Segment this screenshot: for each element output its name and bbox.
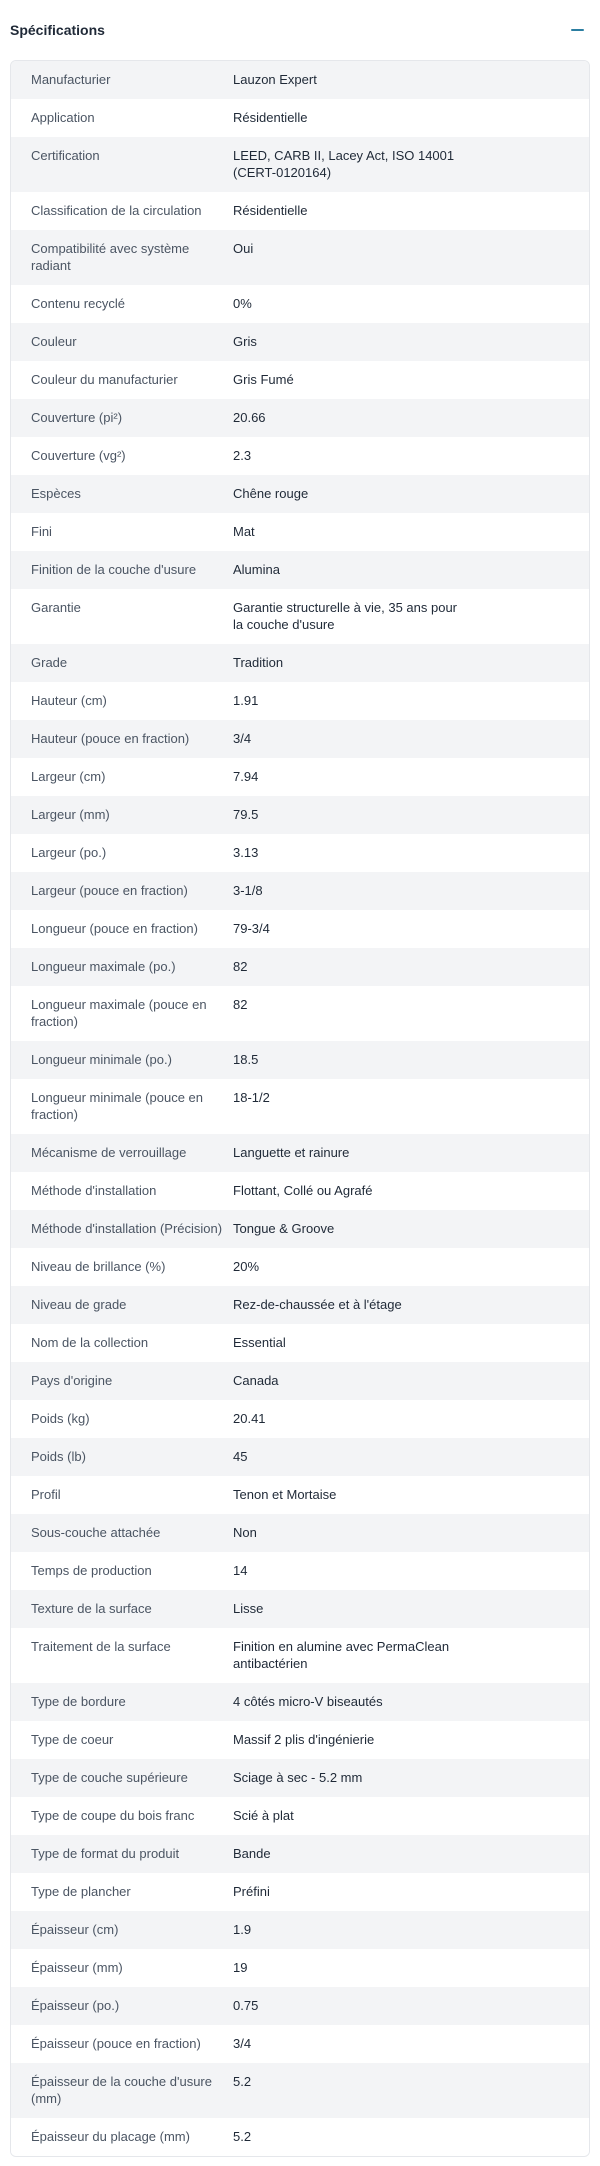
spec-value: 14 xyxy=(233,1563,248,1578)
spec-value: 19 xyxy=(233,1960,248,1975)
table-row xyxy=(11,1759,589,1797)
spec-label: Épaisseur (mm) xyxy=(31,1960,123,1975)
spec-value: 45 xyxy=(233,1449,248,1464)
spec-label: Largeur (cm) xyxy=(31,769,106,784)
table-row xyxy=(11,137,589,192)
spec-label: Poids (lb) xyxy=(31,1449,86,1464)
spec-label: Niveau de brillance (%) xyxy=(31,1259,166,1274)
collapse-button[interactable] xyxy=(564,17,590,43)
spec-label: Méthode d'installation xyxy=(31,1183,157,1198)
spec-value: Garantie structurelle à vie, 35 ans pour la couche d'usure xyxy=(233,600,458,632)
table-row xyxy=(11,513,589,551)
table-row xyxy=(11,1552,589,1590)
spec-value: 20.66 xyxy=(233,410,266,425)
table-row xyxy=(11,1987,589,2025)
spec-value: Canada xyxy=(233,1373,279,1388)
spec-label: Sous-couche attachée xyxy=(31,1525,161,1540)
spec-value: 79.5 xyxy=(233,807,259,822)
spec-label: Méthode d'installation (Précision) xyxy=(31,1221,223,1236)
spec-label: Longueur minimale (pouce en fraction) xyxy=(31,1090,203,1122)
table-row xyxy=(11,1628,589,1683)
spec-value: 0.75 xyxy=(233,1998,259,2013)
spec-value: 4 côtés micro-V biseautés xyxy=(233,1694,383,1709)
spec-value: 82 xyxy=(233,959,248,974)
spec-label: Application xyxy=(31,110,95,125)
spec-label: Certification xyxy=(31,148,100,163)
table-row xyxy=(11,682,589,720)
table-row xyxy=(11,796,589,834)
spec-value: Préfini xyxy=(233,1884,270,1899)
table-row xyxy=(11,192,589,230)
table-row xyxy=(11,720,589,758)
spec-label: Mécanisme de verrouillage xyxy=(31,1145,187,1160)
spec-value: Résidentielle xyxy=(233,203,308,218)
table-row xyxy=(11,61,589,99)
table-row xyxy=(11,551,589,589)
spec-label: Espèces xyxy=(31,486,81,501)
spec-label: Largeur (mm) xyxy=(31,807,110,822)
spec-label: Poids (kg) xyxy=(31,1411,90,1426)
table-row xyxy=(11,1172,589,1210)
table-row xyxy=(11,361,589,399)
spec-label: Couleur xyxy=(31,334,77,349)
table-row xyxy=(11,1721,589,1759)
spec-label: Type de plancher xyxy=(31,1884,131,1899)
table-row xyxy=(11,910,589,948)
table-row xyxy=(11,1873,589,1911)
spec-value: Sciage à sec - 5.2 mm xyxy=(233,1770,363,1785)
spec-value: Chêne rouge xyxy=(233,486,309,501)
table-row xyxy=(11,1797,589,1835)
spec-label: Finition de la couche d'usure xyxy=(31,562,197,577)
table-row xyxy=(11,475,589,513)
spec-value: 3.13 xyxy=(233,845,259,860)
table-row xyxy=(11,1911,589,1949)
table-row xyxy=(11,1248,589,1286)
spec-label: Épaisseur de la couche d'usure (mm) xyxy=(31,2074,212,2106)
spec-label: Couleur du manufacturier xyxy=(31,372,178,387)
table-row xyxy=(11,834,589,872)
spec-value: Rez-de-chaussée et à l'étage xyxy=(233,1297,402,1312)
spec-label: Couverture (pi²) xyxy=(31,410,123,425)
table-row xyxy=(11,399,589,437)
table-row xyxy=(11,948,589,986)
table-row xyxy=(11,986,589,1041)
table-row xyxy=(11,1683,589,1721)
spec-value: Oui xyxy=(233,241,254,256)
spec-value: 20% xyxy=(233,1259,260,1274)
spec-value: Tongue & Groove xyxy=(233,1221,335,1236)
spec-label: Garantie xyxy=(31,600,81,615)
spec-label: Compatibilité avec système radiant xyxy=(31,241,190,273)
spec-label: Type de format du produit xyxy=(31,1846,180,1861)
spec-value: Alumina xyxy=(233,562,280,577)
table-row xyxy=(11,872,589,910)
spec-value: Scié à plat xyxy=(233,1808,294,1823)
spec-value: 7.94 xyxy=(233,769,259,784)
spec-label: Largeur (po.) xyxy=(31,845,107,860)
spec-value: Tenon et Mortaise xyxy=(233,1487,337,1502)
spec-value: 18-1/2 xyxy=(233,1090,270,1105)
spec-label: Épaisseur (po.) xyxy=(31,1998,120,2013)
spec-label: Classification de la circulation xyxy=(31,203,202,218)
table-row xyxy=(11,323,589,361)
table-row xyxy=(11,589,589,644)
spec-label: Épaisseur du placage (mm) xyxy=(31,2129,190,2144)
spec-label: Niveau de grade xyxy=(31,1297,127,1312)
spec-label: Pays d'origine xyxy=(31,1373,113,1388)
spec-label: Type de coupe du bois franc xyxy=(31,1808,195,1823)
spec-label: Couverture (vg²) xyxy=(31,448,126,463)
spec-label: Type de couche supérieure xyxy=(31,1770,188,1785)
spec-label: Contenu recyclé xyxy=(31,296,125,311)
table-row xyxy=(11,1286,589,1324)
spec-value: Non xyxy=(233,1525,257,1540)
specifications-header[interactable] xyxy=(0,0,600,60)
table-row xyxy=(11,1079,589,1134)
spec-value: 79-3/4 xyxy=(233,921,270,936)
table-row xyxy=(11,2025,589,2063)
spec-value: 20.41 xyxy=(233,1411,266,1426)
spec-value: Essential xyxy=(233,1335,286,1350)
spec-value: 2.3 xyxy=(233,448,252,463)
spec-value: 3/4 xyxy=(233,731,252,746)
spec-value: LEED, CARB II, Lacey Act, ISO 14001 (CERT-0120164) xyxy=(233,148,455,180)
spec-label: Longueur minimale (po.) xyxy=(31,1052,172,1067)
table-row xyxy=(11,437,589,475)
table-row xyxy=(11,1134,589,1172)
spec-value: Mat xyxy=(233,524,255,539)
spec-value: 82 xyxy=(233,997,248,1012)
table-row xyxy=(11,1324,589,1362)
spec-label: Épaisseur (pouce en fraction) xyxy=(31,2036,201,2051)
spec-value: 3/4 xyxy=(233,2036,252,2051)
table-row xyxy=(11,1210,589,1248)
table-row xyxy=(11,1400,589,1438)
table-row xyxy=(11,758,589,796)
table-row xyxy=(11,2063,589,2118)
spec-value: Finition en alumine avec PermaClean antibactérien xyxy=(233,1639,450,1671)
spec-label: Texture de la surface xyxy=(31,1601,152,1616)
spec-value: Bande xyxy=(233,1846,271,1861)
spec-label: Manufacturier xyxy=(31,72,111,87)
spec-value: Flottant, Collé ou Agrafé xyxy=(233,1183,373,1198)
table-row xyxy=(11,285,589,323)
spec-value: Gris xyxy=(233,334,257,349)
table-row xyxy=(11,1362,589,1400)
spec-label: Temps de production xyxy=(31,1563,152,1578)
spec-value: Massif 2 plis d'ingénierie xyxy=(233,1732,375,1747)
spec-value: 5.2 xyxy=(233,2129,252,2144)
spec-label: Hauteur (pouce en fraction) xyxy=(31,731,190,746)
spec-label: Fini xyxy=(31,524,52,539)
table-row xyxy=(11,2118,589,2156)
table-row xyxy=(11,1438,589,1476)
table-row xyxy=(11,230,589,285)
table-row xyxy=(11,1949,589,1987)
spec-value: 1.91 xyxy=(233,693,259,708)
spec-value: 3-1/8 xyxy=(233,883,263,898)
specifications-table xyxy=(10,60,590,2157)
table-row xyxy=(11,1476,589,1514)
table-row xyxy=(11,1590,589,1628)
table-row xyxy=(11,1835,589,1873)
spec-value: Lauzon Expert xyxy=(233,72,317,87)
spec-label: Longueur maximale (po.) xyxy=(31,959,176,974)
table-row xyxy=(11,99,589,137)
table-row xyxy=(11,644,589,682)
spec-label: Largeur (pouce en fraction) xyxy=(31,883,188,898)
spec-value: Gris Fumé xyxy=(233,372,294,387)
spec-label: Type de coeur xyxy=(31,1732,114,1747)
spec-value: Languette et rainure xyxy=(233,1145,350,1160)
section-title: Spécifications xyxy=(10,22,105,38)
spec-label: Type de bordure xyxy=(31,1694,126,1709)
spec-value: 18.5 xyxy=(233,1052,259,1067)
spec-label: Profil xyxy=(31,1487,61,1502)
spec-label: Grade xyxy=(31,655,68,670)
table-row xyxy=(11,1041,589,1079)
spec-label: Longueur maximale (pouce en fraction) xyxy=(31,997,207,1029)
spec-value: Tradition xyxy=(233,655,284,670)
spec-label: Hauteur (cm) xyxy=(31,693,107,708)
spec-label: Longueur (pouce en fraction) xyxy=(31,921,198,936)
spec-value: 0% xyxy=(233,296,252,311)
spec-label: Épaisseur (cm) xyxy=(31,1922,119,1937)
minus-icon xyxy=(571,29,584,31)
spec-value: 5.2 xyxy=(233,2074,252,2089)
spec-value: Lisse xyxy=(233,1601,264,1616)
table-row xyxy=(11,1514,589,1552)
spec-label: Traitement de la surface xyxy=(31,1639,171,1654)
spec-value: 1.9 xyxy=(233,1922,252,1937)
spec-value: Résidentielle xyxy=(233,110,308,125)
spec-label: Nom de la collection xyxy=(31,1335,149,1350)
